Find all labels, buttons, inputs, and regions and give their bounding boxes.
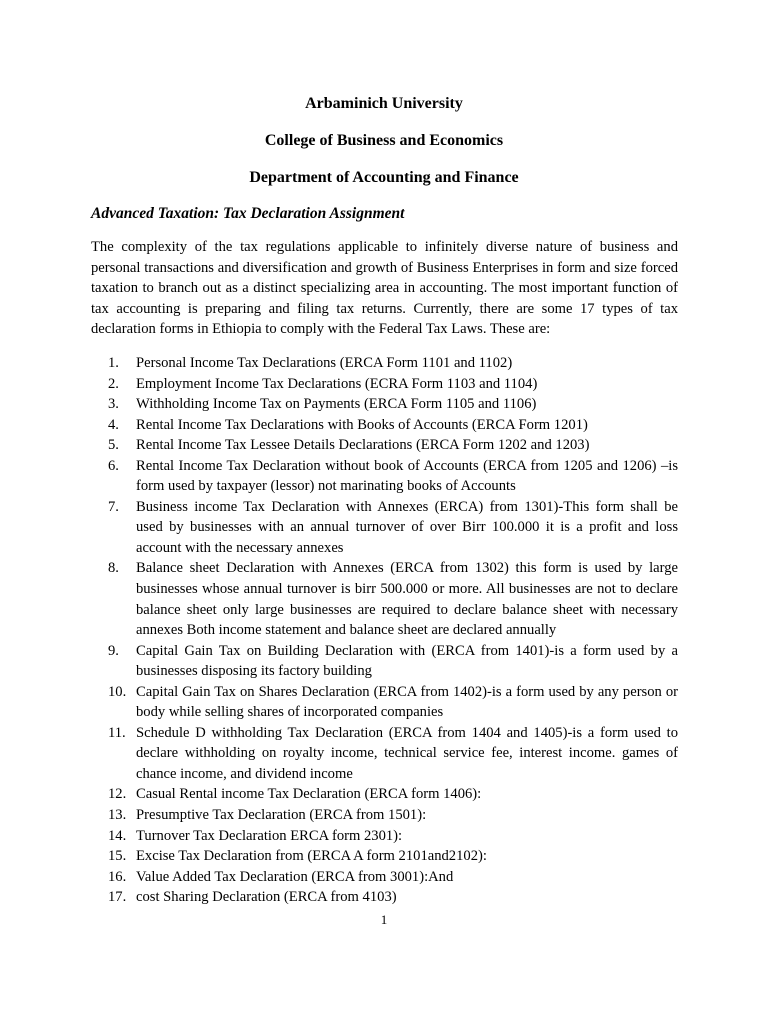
list-item <box>91 497 678 559</box>
list-item-text: cost Sharing Declaration (ERCA from 4103) <box>136 889 397 906</box>
list-item-text: Rental Income Tax Declarations with Books of Accounts (ERCA Form 1201) <box>136 416 588 433</box>
list-item <box>91 641 678 682</box>
list-item <box>91 435 678 456</box>
list-item-number: 11. <box>108 724 126 741</box>
list-item-number: 17. <box>108 889 127 906</box>
list-item-number: 15. <box>108 848 127 865</box>
list-item-number: 6. <box>108 457 119 474</box>
list-item-number: 4. <box>108 416 119 433</box>
list-item-text: Casual Rental income Tax Declaration (ERCA form 1406): <box>136 786 482 803</box>
list-item-text: Employment Income Tax Declarations (ECRA Form 1103 and 1104) <box>136 375 538 392</box>
list-item <box>91 558 678 640</box>
list-item-text: Personal Income Tax Declarations (ERCA Form 1101 and 1102) <box>136 355 513 371</box>
list-item <box>91 415 678 436</box>
assignment-subtitle: Advanced Taxation: Tax Declaration Assignment <box>91 205 405 222</box>
list-item <box>91 682 678 723</box>
list-item-text: Excise Tax Declaration from (ERCA A form 2101and2102): <box>136 848 487 865</box>
list-item-number: 1. <box>108 355 119 371</box>
list-item-text: Balance sheet Declaration with Annexes (ERCA from 1302) this form is used by large businesses whose annual turnover is birr 500.000 or more. All businesses are not to declare balance sheet only large businesses are required to declare balance sheet with necessary annexes Both income statement and balance sheet are declared annually <box>136 560 678 639</box>
list-item <box>91 456 678 497</box>
university-heading: Arbaminich University <box>305 95 463 112</box>
list-item-text: Withholding Income Tax on Payments (ERCA Form 1105 and 1106) <box>136 396 537 413</box>
list-item-text: Turnover Tax Declaration ERCA form 2301): <box>136 827 403 844</box>
list-item <box>91 784 678 805</box>
department-heading: Department of Accounting and Finance <box>249 169 519 186</box>
list-item-text: Value Added Tax Declaration (ERCA from 3001):And <box>136 868 454 885</box>
list-item-number: 5. <box>108 437 119 454</box>
list-item-number: 12. <box>108 786 127 803</box>
declaration-forms-list <box>91 353 678 908</box>
list-item-text: Capital Gain Tax on Shares Declaration (ERCA from 1402)-is a form used by any person or body while selling shares of incorporated companies <box>136 683 678 721</box>
list-item <box>91 846 678 867</box>
list-item-text: Business income Tax Declaration with Annexes (ERCA) from 1301)-This form shall be used by businesses with an annual turnover of over Birr 100.000 it is a profit and loss account with the necessary annexes <box>136 498 678 556</box>
list-item-number: 9. <box>108 642 119 659</box>
list-item-number: 14. <box>108 827 127 844</box>
list-item <box>91 374 678 395</box>
list-item <box>91 867 678 888</box>
list-item <box>91 353 678 374</box>
list-item-text: Schedule D withholding Tax Declaration (ERCA from 1404 and 1405)-is a form used to declare withholding on royalty income, technical service fee, interest income. games of chance income, and dividend income <box>136 724 678 782</box>
list-item-number: 2. <box>108 375 119 392</box>
list-item-text: Rental Income Tax Declaration without book of Accounts (ERCA from 1205 and 1206) –is form used by taxpayer (lessor) not marinating books of Accounts <box>136 457 678 495</box>
list-item <box>91 394 678 415</box>
intro-paragraph: The complexity of the tax regulations applicable to infinitely diverse nature of business and personal transactions and diversification and growth of Business Enterprises in form and size forced taxation to branch out as a distinct specializing area in accounting. The most important function of tax accounting is preparing and filing tax returns. Currently, there are some 17 types of tax declaration forms in Ethiopia to comply with the Federal Tax Laws. These are: <box>91 239 678 338</box>
list-item-text: Presumptive Tax Declaration (ERCA from 1501): <box>136 807 427 824</box>
list-item-number: 10. <box>108 683 127 700</box>
list-item <box>91 826 678 847</box>
list-item-text: Rental Income Tax Lessee Details Declarations (ERCA Form 1202 and 1203) <box>136 437 590 454</box>
list-item-number: 8. <box>108 560 119 577</box>
page-number: 1 <box>380 912 388 927</box>
list-item-number: 7. <box>108 498 119 515</box>
list-item-number: 3. <box>108 396 119 413</box>
list-item <box>91 805 678 826</box>
list-item <box>91 723 678 785</box>
list-item <box>91 887 678 908</box>
list-item-number: 13. <box>108 807 127 824</box>
list-item-number: 16. <box>108 868 127 885</box>
list-item-text: Capital Gain Tax on Building Declaration with (ERCA from 1401)-is a form used by a businesses disposing its factory building <box>136 642 678 680</box>
college-heading: College of Business and Economics <box>264 132 504 149</box>
